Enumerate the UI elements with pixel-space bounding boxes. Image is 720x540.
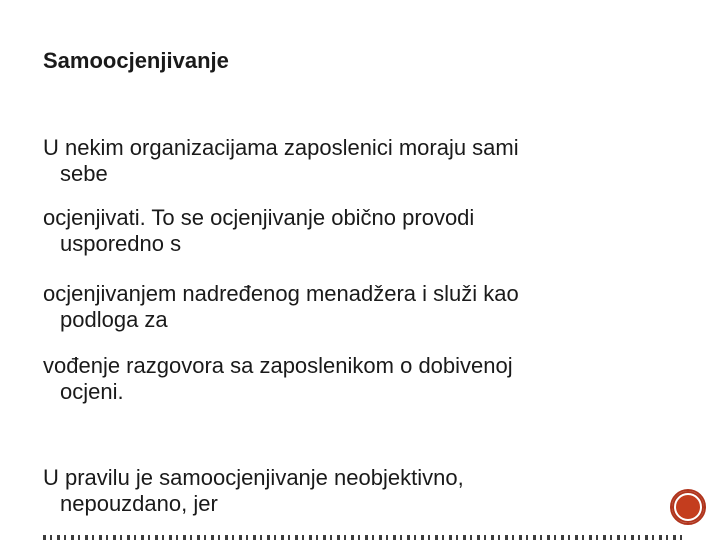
paragraph-1 — [43, 135, 663, 187]
slide-title: Samoocjenjivanje — [43, 48, 229, 73]
paragraph-2-line-2: usporedno s — [60, 231, 182, 256]
paragraph-2-line-1: ocjenjivati. To se ocjenjivanje obično provodi — [43, 205, 475, 230]
paragraph-1-line-1: U nekim organizacijama zaposlenici moraju sami — [43, 135, 519, 160]
circle-badge-inner — [674, 493, 702, 521]
paragraph-5-line-1: U pravilu je samoocjenjivanje neobjektivno, — [43, 465, 464, 490]
paragraph-5-line-2: nepouzdano, jer — [60, 491, 218, 516]
cutoff-text-glyphs — [43, 535, 683, 540]
paragraph-3 — [43, 281, 663, 333]
paragraph-2 — [43, 205, 663, 257]
paragraph-3-line-1: ocjenjivanjem nadređenog menadžera i služi kao — [43, 281, 519, 306]
paragraph-4-line-1: vođenje razgovora sa zaposlenikom o dobivenoj — [43, 353, 513, 378]
paragraph-3-line-2: podloga za — [60, 307, 168, 332]
paragraph-5 — [43, 465, 663, 517]
circle-badge-icon[interactable] — [670, 489, 706, 525]
paragraph-4 — [43, 353, 663, 405]
paragraph-4-line-2: ocjeni. — [60, 379, 124, 404]
cutoff-text-fragment — [43, 532, 683, 540]
paragraph-1-line-2: sebe — [60, 161, 108, 186]
